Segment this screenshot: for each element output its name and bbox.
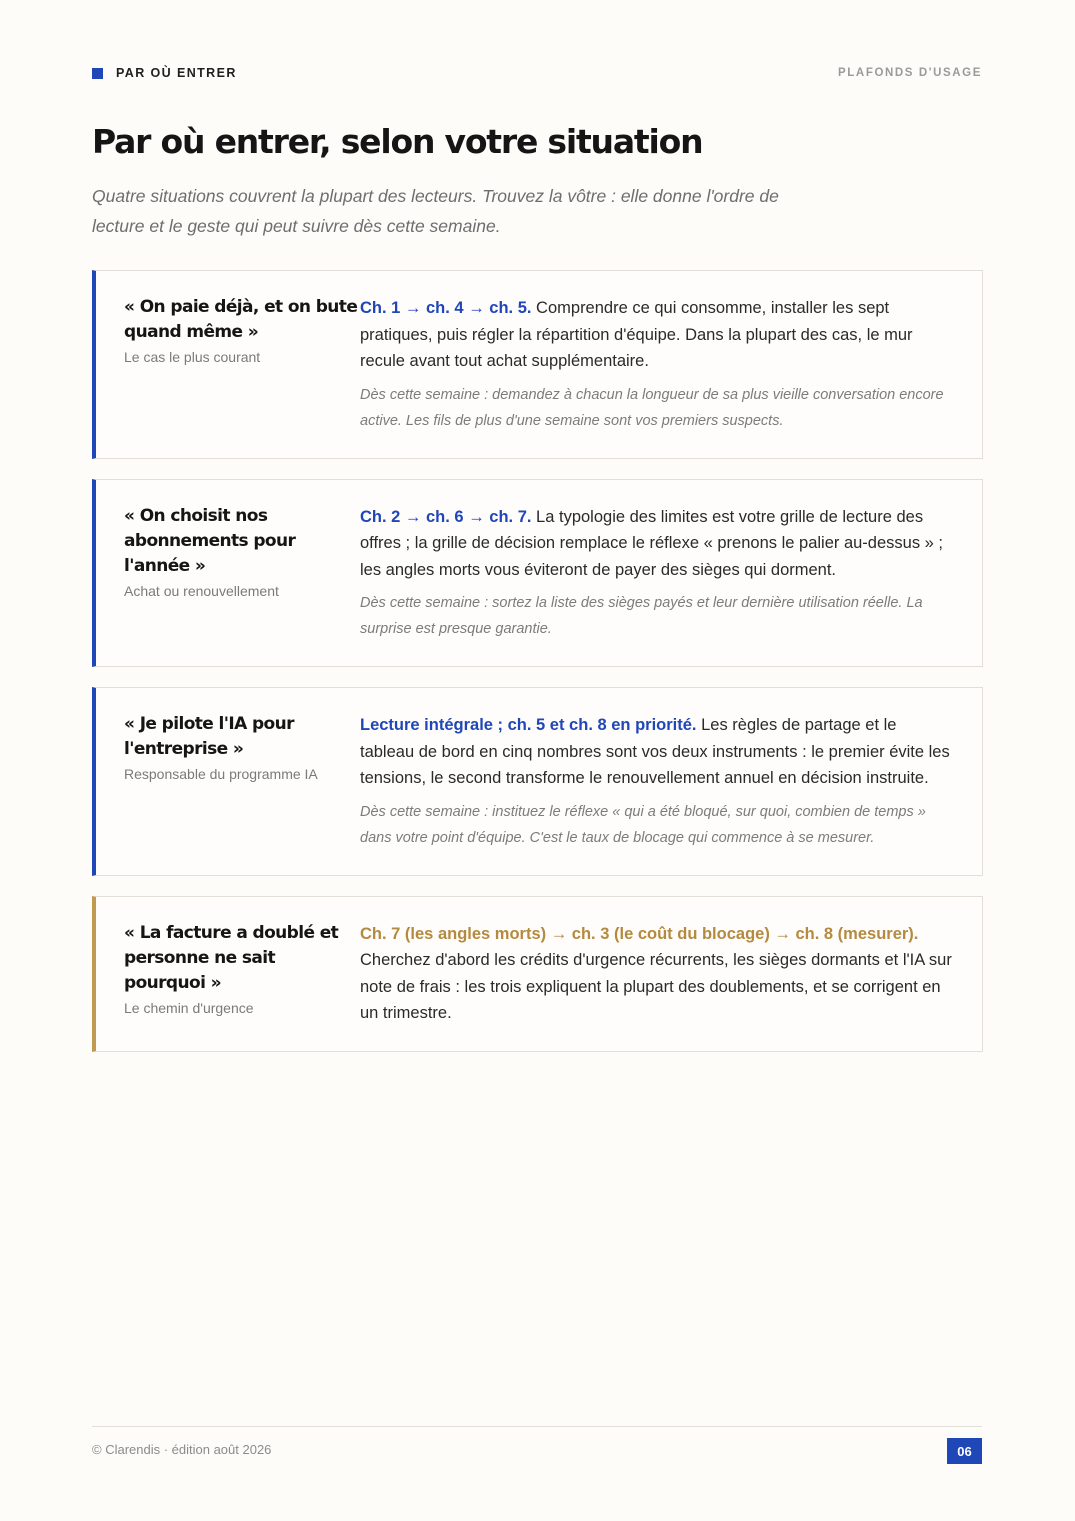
reading-path [360,504,954,584]
situation-subtitle: Le cas le plus courant [124,349,261,365]
situation-cards [92,270,983,1072]
path-description: Comprendre ce qui consomme, installer les sept pratiques, puis régler la répartition d'équipe. Dans la plupart des cas, le mur recule avant tout achat supplémentaire. [360,299,913,370]
section-tag-label: PAR OÙ ENTRER [116,66,237,80]
card-left [124,295,360,434]
situation-card-2 [92,479,983,668]
situation-subtitle: Achat ou renouvellement [124,582,279,599]
page-title: Par où entrer, selon votre situation [92,122,703,161]
situation-quote: « Je pilote l'IA pour l'entreprise » [124,714,294,759]
reading-path [360,295,954,375]
path-description: Cherchez d'abord les crédits d'urgence récurrents, les sièges dormants et l'IA sur note de frais : les trois expliquent la plupart des doublements, et se corrigent en un trimestre. [360,951,952,1022]
situation-card-3 [92,687,983,876]
copyright: © Clarendis · édition août 2026 [92,1442,272,1457]
situation-quote: « La facture a doublé et personne ne sait pourquoi » [124,922,339,993]
this-week-tip: Dès cette semaine : instituez le réflexe « qui a été bloqué, sur quoi, combien de temps » dans votre point d'équipe. C'est le taux de blocage qui commence à se mesurer. [360,803,926,846]
running-title: PLAFONDS D'USAGE [838,67,982,79]
situation-card-4 [92,896,983,1052]
card-right [360,921,954,1027]
this-week-tip: Dès cette semaine : sortez la liste des sièges payés et leur dernière utilisation réelle. La surprise est presque garantie. [360,595,923,637]
section-square-icon [92,68,103,79]
reading-path [360,921,954,1027]
this-week-tip: Dès cette semaine : demandez à chacun la longueur de sa plus vieille conversation encore active. Les fils de plus d'une semaine sont vos premiers suspects. [360,386,944,429]
card-left [124,921,360,1027]
card-left [124,504,360,643]
path-description: Les règles de partage et le tableau de bord en cinq nombres sont vos deux instruments : le premier évite les tensions, le second transforme le renouvellement annuel en décision instruite. [360,716,950,787]
page-header [92,66,982,82]
intro-text: Quatre situations couvrent la plupart des lecteurs. Trouvez la vôtre : elle donne l'ordre de lecture et le geste qui peut suivre dès cette semaine. [92,186,779,236]
situation-subtitle: Le chemin d'urgence [124,999,254,1016]
card-right [360,712,954,851]
situation-quote: « On choisit nos abonnements pour l'année » [124,505,296,576]
footer-divider [92,1426,982,1427]
chapter-path: Lecture intégrale ; ch. 5 et ch. 8 en priorité. [360,716,697,734]
reading-path [360,712,954,792]
situation-card-1 [92,270,983,459]
card-left [124,712,360,851]
path-description: La typologie des limites est votre grille de lecture des offres ; la grille de décision remplace le réflexe « prenons le palier au-dessus » ; les angles morts vous éviteront de payer des sièges qui dorment. [360,507,944,579]
chapter-path: Ch. 7 (les angles morts) → ch. 3 (le coût du blocage) → ch. 8 (mesurer). [360,924,919,943]
page-number: 06 [947,1438,982,1464]
chapter-path: Ch. 1 → ch. 4 → ch. 5. [360,299,532,317]
section-tag [92,66,237,80]
situation-subtitle: Responsable du programme IA [124,766,318,782]
card-right [360,504,954,643]
chapter-path: Ch. 2 → ch. 6 → ch. 7. [360,507,532,526]
card-right [360,295,954,434]
situation-quote: « On paie déjà, et on bute quand même » [124,297,358,342]
